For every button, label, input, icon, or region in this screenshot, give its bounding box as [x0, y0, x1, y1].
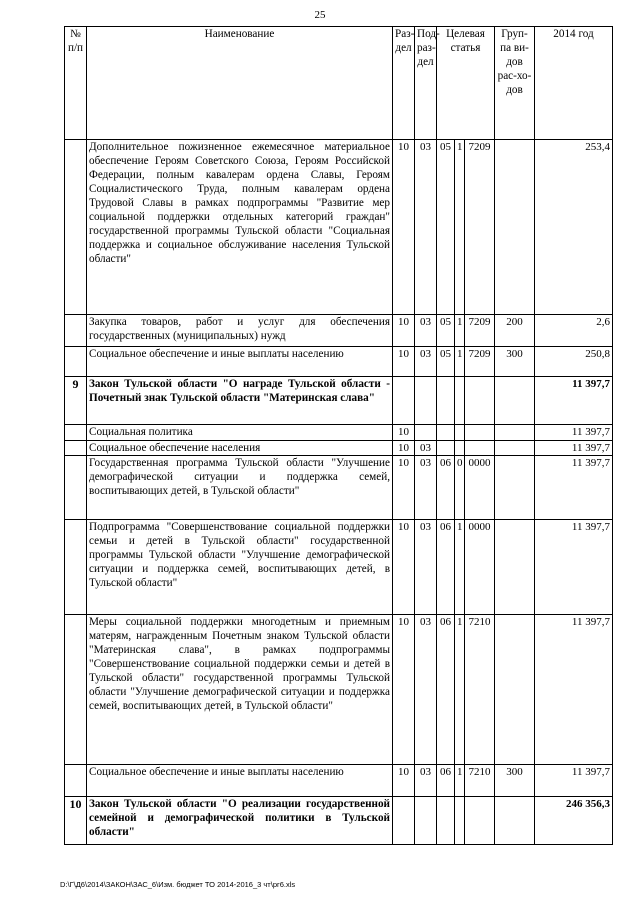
row-razdel: 10	[393, 456, 415, 520]
row-razdel	[393, 377, 415, 425]
row-target-3	[465, 425, 495, 441]
row-expense-group	[495, 377, 535, 425]
row-expense-group	[495, 456, 535, 520]
row-number	[65, 425, 87, 441]
row-target-2: 1	[455, 315, 465, 347]
table-row	[65, 425, 613, 441]
row-amount: 11 397,7	[535, 765, 613, 797]
row-name: Меры социальной поддержки многодетным и приемным матерям, награжденным Почетным знаком Тульской области "Материнская слава", в рамках подпрограммы "Совершенствование социальной поддержки семьи и детей в Тульской области" государственной программы Тульской области "Улучшение демографической ситуации и поддержка семей, воспитывающих детей, в Тульской области"	[87, 615, 393, 765]
row-number	[65, 456, 87, 520]
row-amount: 11 397,7	[535, 520, 613, 615]
row-target-1: 06	[437, 765, 455, 797]
row-target-1: 06	[437, 615, 455, 765]
row-target-3	[465, 441, 495, 456]
row-number: 10	[65, 797, 87, 845]
row-name: Дополнительное пожизненное ежемесячное материальное обеспечение Героям Советского Союза, Героям Российской Федерации, полным кавалерам ордена Славы, Героям Социалистического Труда, полным кавалерам ордена Трудовой Славы в рамках подпрограммы "Развитие мер социальной поддержки отдельных категорий граждан" государственной программы Тульской области "Социальная поддержка и социальное обслуживание населения Тульской области"	[87, 140, 393, 315]
row-number: 9	[65, 377, 87, 425]
row-target-1	[437, 441, 455, 456]
row-amount: 253,4	[535, 140, 613, 315]
row-target-1	[437, 377, 455, 425]
row-name: Закупка товаров, работ и услуг для обеспечения государственных (муниципальных) нужд	[87, 315, 393, 347]
row-number	[65, 765, 87, 797]
row-number	[65, 520, 87, 615]
row-razdel	[393, 797, 415, 845]
row-target-1: 05	[437, 140, 455, 315]
row-target-3: 7210	[465, 615, 495, 765]
row-target-1	[437, 797, 455, 845]
table-row	[65, 441, 613, 456]
row-podrazdel: 03	[415, 140, 437, 315]
row-podrazdel: 03	[415, 441, 437, 456]
row-target-3	[465, 377, 495, 425]
row-target-1: 05	[437, 347, 455, 377]
row-target-2: 1	[455, 140, 465, 315]
row-podrazdel: 03	[415, 520, 437, 615]
row-target-2	[455, 377, 465, 425]
row-target-3: 7209	[465, 315, 495, 347]
row-target-3	[465, 797, 495, 845]
row-name: Закон Тульской области "О награде Тульской области - Почетный знак Тульской области "Материнская слава"	[87, 377, 393, 425]
header-year: 2014 год	[535, 27, 613, 140]
row-expense-group: 200	[495, 315, 535, 347]
row-amount: 2,6	[535, 315, 613, 347]
row-name: Закон Тульской области "О реализации государственной семейной и демографической политики в Тульской области"	[87, 797, 393, 845]
row-podrazdel: 03	[415, 765, 437, 797]
row-number	[65, 615, 87, 765]
page-number: 25	[314, 9, 326, 21]
file-path-footer: D:\Г\Д6\2014\ЗАКОН\ЗАС_6\Изм. бюджет ТО 2014-2016_3 чт\рг6.xls	[60, 880, 296, 889]
row-amount: 11 397,7	[535, 615, 613, 765]
row-target-3: 0000	[465, 456, 495, 520]
header-row	[65, 27, 613, 140]
row-target-2: 1	[455, 520, 465, 615]
row-name: Социальная политика	[87, 425, 393, 441]
row-amount: 11 397,7	[535, 456, 613, 520]
table-row	[65, 315, 613, 347]
row-expense-group	[495, 615, 535, 765]
row-target-1: 06	[437, 520, 455, 615]
row-target-3: 7210	[465, 765, 495, 797]
row-podrazdel: 03	[415, 315, 437, 347]
row-number	[65, 315, 87, 347]
header-expense-group: Груп-па ви-дов рас-хо-дов	[495, 27, 535, 140]
row-amount: 11 397,7	[535, 377, 613, 425]
row-target-2	[455, 425, 465, 441]
row-name: Социальное обеспечение и иные выплаты населению	[87, 765, 393, 797]
header-target-article: Целевая статья	[437, 27, 495, 140]
header-razdel: Раз-дел	[393, 27, 415, 140]
table-row	[65, 765, 613, 797]
row-number	[65, 347, 87, 377]
table-row	[65, 520, 613, 615]
row-number	[65, 140, 87, 315]
row-target-3: 0000	[465, 520, 495, 615]
row-target-2: 1	[455, 347, 465, 377]
table-row	[65, 456, 613, 520]
row-expense-group	[495, 140, 535, 315]
row-name: Подпрограмма "Совершенствование социальной поддержки семьи и детей в Тульской области" государственной программы Тульской области "Улучшение демографической ситуации и поддержка семей, воспитывающих детей, в Тульской области"	[87, 520, 393, 615]
row-razdel: 10	[393, 425, 415, 441]
row-expense-group	[495, 520, 535, 615]
table-row	[65, 347, 613, 377]
budget-table	[64, 26, 613, 845]
row-expense-group: 300	[495, 347, 535, 377]
row-podrazdel: 03	[415, 347, 437, 377]
row-target-2: 1	[455, 765, 465, 797]
row-name: Социальное обеспечение населения	[87, 441, 393, 456]
row-podrazdel	[415, 425, 437, 441]
row-expense-group	[495, 441, 535, 456]
row-expense-group	[495, 797, 535, 845]
row-target-2: 1	[455, 615, 465, 765]
section-row	[65, 377, 613, 425]
row-expense-group	[495, 425, 535, 441]
header-num: № п/п	[65, 27, 87, 140]
row-amount: 246 356,3	[535, 797, 613, 845]
row-podrazdel	[415, 797, 437, 845]
table-row	[65, 140, 613, 315]
row-razdel: 10	[393, 315, 415, 347]
row-razdel: 10	[393, 140, 415, 315]
row-name: Государственная программа Тульской области "Улучшение демографической ситуации и поддержка семей, воспитывающих детей, в Тульской области"	[87, 456, 393, 520]
row-razdel: 10	[393, 615, 415, 765]
row-podrazdel: 03	[415, 615, 437, 765]
row-amount: 250,8	[535, 347, 613, 377]
row-target-1: 06	[437, 456, 455, 520]
row-razdel: 10	[393, 520, 415, 615]
row-target-2	[455, 441, 465, 456]
row-expense-group: 300	[495, 765, 535, 797]
header-name: Наименование	[87, 27, 393, 140]
row-razdel: 10	[393, 765, 415, 797]
row-number	[65, 441, 87, 456]
row-target-2: 0	[455, 456, 465, 520]
row-target-3: 7209	[465, 140, 495, 315]
row-target-3: 7209	[465, 347, 495, 377]
section-row	[65, 797, 613, 845]
row-target-1	[437, 425, 455, 441]
row-podrazdel: 03	[415, 456, 437, 520]
row-amount: 11 397,7	[535, 441, 613, 456]
row-razdel: 10	[393, 347, 415, 377]
table-row	[65, 615, 613, 765]
row-target-2	[455, 797, 465, 845]
row-name: Социальное обеспечение и иные выплаты населению	[87, 347, 393, 377]
row-razdel: 10	[393, 441, 415, 456]
row-podrazdel	[415, 377, 437, 425]
row-target-1: 05	[437, 315, 455, 347]
header-podrazdel: Под-раз-дел	[415, 27, 437, 140]
row-amount: 11 397,7	[535, 425, 613, 441]
